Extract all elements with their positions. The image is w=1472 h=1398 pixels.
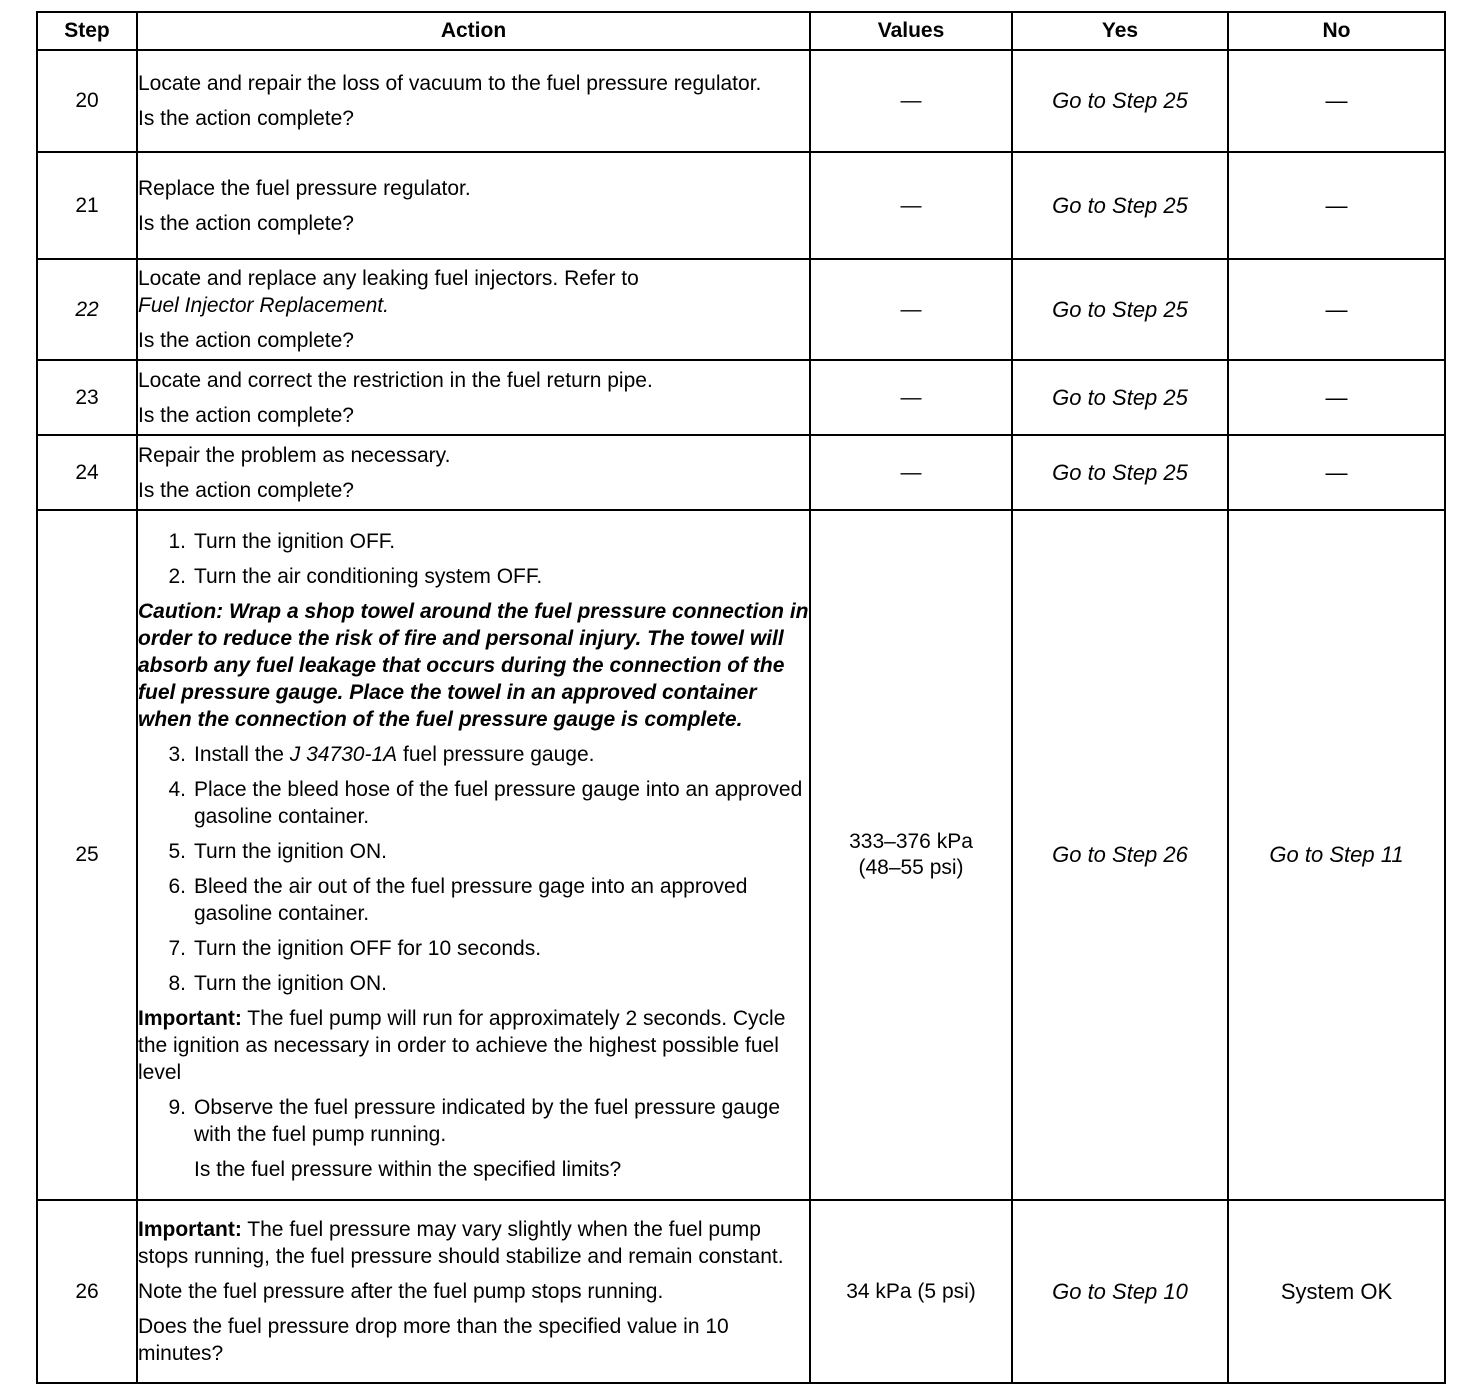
important-note: Important: The fuel pressure may vary slightly when the fuel pump stops running, the fuel pressure should stabilize and remain constant.: [138, 1218, 784, 1268]
yes-link[interactable]: Go to Step 25: [1052, 459, 1188, 485]
action-question: Is the action complete?: [138, 403, 354, 427]
step-number: 22: [37, 259, 137, 360]
value-cell: —: [810, 152, 1012, 259]
action-cell: [137, 152, 810, 259]
list-item: 3. Install the J 34730-1A fuel pressure gauge.: [168, 742, 595, 766]
yes-cell: [1012, 152, 1228, 259]
action-question: Is the action complete?: [138, 211, 354, 235]
action-cell: [137, 1200, 810, 1383]
yes-cell: [1012, 510, 1228, 1200]
value-cell: [810, 510, 1012, 1200]
action-question: Is the action complete?: [138, 329, 354, 352]
list-item: 8. Turn the ignition ON.: [168, 971, 387, 995]
action-text: Replace the fuel pressure regulator.: [138, 176, 471, 200]
list-item: 7. Turn the ignition OFF for 10 seconds.: [168, 936, 542, 960]
yes-cell: [1012, 360, 1228, 435]
value-kpa: 333–376 kPa: [849, 830, 973, 853]
action-question: Does the fuel pressure drop more than the specified value in 10 minutes?: [138, 1315, 729, 1365]
step-number: 23: [37, 360, 137, 435]
value-cell: —: [810, 50, 1012, 152]
step-number: 24: [37, 435, 137, 510]
value-cell: —: [810, 259, 1012, 360]
value-cell: —: [810, 360, 1012, 435]
header-values: Values: [810, 12, 1012, 50]
no-cell: —: [1228, 259, 1445, 360]
header-action: Action: [137, 12, 810, 50]
tool-reference[interactable]: J 34730-1A: [289, 742, 398, 766]
header-no: No: [1228, 12, 1445, 50]
yes-link[interactable]: Go to Step 25: [1052, 296, 1188, 322]
table-row: [37, 360, 1445, 435]
action-question: Is the action complete?: [138, 107, 354, 130]
no-cell: [1228, 510, 1445, 1200]
step-number: 26: [37, 1200, 137, 1383]
no-cell: —: [1228, 435, 1445, 510]
no-result: System OK: [1280, 1278, 1393, 1304]
action-text: Note the fuel pressure after the fuel pump stops running.: [138, 1280, 664, 1303]
table-row: [37, 259, 1445, 360]
list-item: 1. Turn the ignition OFF.: [168, 529, 396, 553]
no-link[interactable]: Go to Step 11: [1269, 842, 1404, 867]
list-item: 9. Observe the fuel pressure indicated by the fuel pressure gauge with the fuel pump running.: [168, 1095, 781, 1146]
no-cell: [1228, 1200, 1445, 1383]
action-text: Locate and repair the loss of vacuum to the fuel pressure regulator.: [138, 72, 762, 95]
action-question: Is the fuel pressure within the specified limits?: [194, 1157, 622, 1181]
procedure-list: [138, 1094, 809, 1148]
list-item: 6. Bleed the air out of the fuel pressure gage into an approved gasoline container.: [168, 874, 748, 925]
list-item: 5. Turn the ignition ON.: [168, 839, 387, 863]
step-number: 21: [37, 152, 137, 259]
action-cell: [137, 50, 810, 152]
important-note: Important: The fuel pump will run for approximately 2 seconds. Cycle the ignition as necessary in order to achieve the highest possible fuel level: [138, 1006, 786, 1084]
value-cell: 34 kPa (5 psi): [810, 1200, 1012, 1383]
no-cell: —: [1228, 360, 1445, 435]
action-text: Locate and replace any leaking fuel injectors. Refer to: [138, 267, 639, 290]
procedure-list: [138, 741, 809, 997]
diagnostic-table: [36, 11, 1446, 1384]
action-cell: [137, 510, 810, 1200]
yes-link[interactable]: Go to Step 26: [1052, 842, 1188, 867]
action-cell: [137, 435, 810, 510]
list-item: 2. Turn the air conditioning system OFF.: [168, 564, 543, 588]
header-step: Step: [37, 12, 137, 50]
step-number: 25: [37, 510, 137, 1200]
yes-link[interactable]: Go to Step 10: [1052, 1278, 1188, 1304]
header-row: [37, 12, 1445, 50]
yes-link[interactable]: Go to Step 25: [1052, 88, 1188, 113]
yes-link[interactable]: Go to Step 25: [1052, 192, 1188, 218]
table-row: [37, 50, 1445, 152]
yes-cell: [1012, 50, 1228, 152]
table-row: [37, 510, 1445, 1200]
action-text: Locate and correct the restriction in the fuel return pipe.: [138, 368, 653, 392]
no-cell: —: [1228, 50, 1445, 152]
yes-cell: [1012, 259, 1228, 360]
list-item: 4. Place the bleed hose of the fuel pressure gauge into an approved gasoline container.: [168, 777, 803, 828]
yes-link[interactable]: Go to Step 25: [1052, 384, 1188, 410]
caution-note: Caution: Wrap a shop towel around the fuel pressure connection in order to reduce the risk of fire and personal injury. The towel will absorb any fuel leakage that occurs during the connection of the fuel pressure gauge. Place the towel in an approved container when the connection of the fuel pressure gauge is complete.: [138, 599, 809, 731]
reference-link[interactable]: Fuel Injector Replacement.: [138, 294, 389, 317]
yes-cell: [1012, 435, 1228, 510]
value-cell: —: [810, 435, 1012, 510]
action-cell: [137, 259, 810, 360]
table-row: [37, 435, 1445, 510]
no-cell: —: [1228, 152, 1445, 259]
header-yes: Yes: [1012, 12, 1228, 50]
procedure-list: [138, 528, 809, 590]
value-psi: (48–55 psi): [858, 856, 964, 879]
table-row: [37, 152, 1445, 259]
action-cell: [137, 360, 810, 435]
table-row: [37, 1200, 1445, 1383]
action-question: Is the action complete?: [138, 478, 354, 502]
yes-cell: [1012, 1200, 1228, 1383]
step-number: 20: [37, 50, 137, 152]
action-text: Repair the problem as necessary.: [138, 443, 451, 467]
